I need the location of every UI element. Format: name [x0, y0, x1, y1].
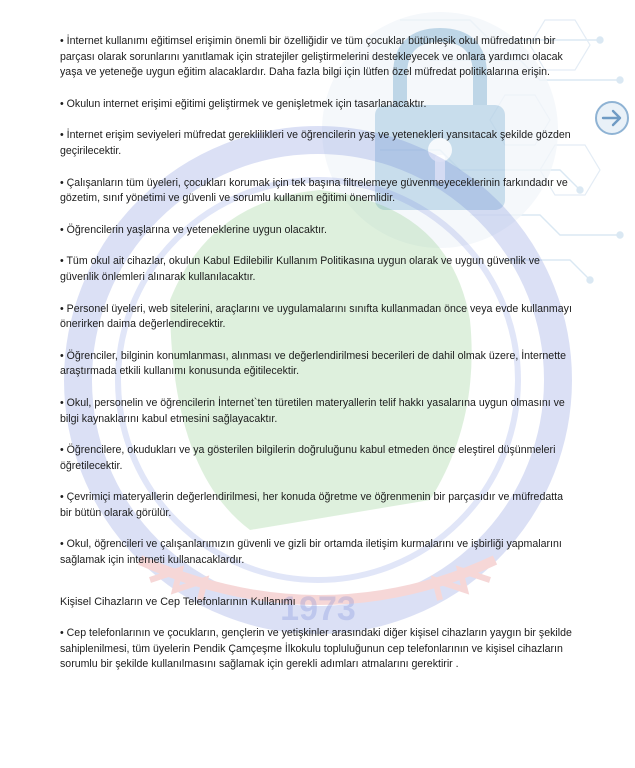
paragraph-11: • Çevrimiçi materyallerin değerlendirilmesi, her konuda öğretme ve öğrenmenin bir parçasıdır ve müfredatta bir bütün olarak görülür. [60, 491, 564, 519]
paragraph-10: • Öğrencilere, okudukları ve ya gösterilen bilgilerin doğruluğunu kabul etmeden önce eleştirel düşünmeleri öğretilecektir. [60, 444, 556, 472]
document-body [60, 34, 575, 689]
paragraph-7: • Personel üyeleri, web sitelerini, araçlarını ve uygulamalarını sınıfta kullanmadan önce veya evde kullanmayı önerirken daima değerlendirecektir. [60, 302, 572, 331]
paragraph-8: • Öğrenciler, bilginin konumlanması, alınması ve değerlendirilmesi becerileri de dahil olmak üzere, İnternette araştırmada etkili kullanımı konusunda eğitilecektir. [60, 349, 566, 378]
paragraph-9: • Okul, personelin ve öğrencilerin İnternet`ten türetilen materyallerin telif hakkı yasalarına uygun olmasını ve bilgi kaynaklarını kabul etmesini sağlayacaktır. [60, 396, 565, 425]
paragraph-3: • İnternet erişim seviyeleri müfredat gereklilikleri ve öğrencilerin yaş ve yetenekleri yansıtacak şekilde gözden geçirilecektir. [60, 129, 571, 157]
paragraph-2: • Okulun internet erişimi eğitimi geliştirmek ve genişletmek için tasarlanacaktır. [60, 97, 427, 110]
arrow-right-icon [596, 102, 628, 134]
seal-year: 1973 [280, 590, 356, 628]
paragraph-5: • Öğrencilerin yaşlarına ve yeteneklerine uygun olacaktır. [60, 223, 327, 236]
paragraph-12: • Okul, öğrencileri ve çalışanlarımızın güvenli ve gizli bir ortamda iletişim kurmalarını ve işbirliği yapmalarını sağlamak için interneti kullanacaklardır. [60, 538, 562, 567]
paragraph-1: • İnternet kullanımı eğitimsel erişimin önemli bir özelliğidir ve tüm çocuklar bütünleşik okul müfredatının bir parçası olarak sorunlarını yanıtlamak için stratejiler geliştirmelerini destekleyecek ve onlara yardımcı olacak yaşa ve yeteneğe uygun eğitim alacaklardır. Daha fazla bilgi için lütfen özel müfredat politikalarına erişin. [60, 35, 563, 79]
section-paragraph: • Cep telefonlarının ve çocukların, gençlerin ve yetişkinler arasındaki diğer kişisel cihazların yaygın bir şekilde sahiplenilmesi, tüm üyelerin Pendik Çamçeşme İlkokulu topluluğunun cep telefonlarının ve kişisel cihazların sorumlu bir şekilde kullanılmasını sağlamak için gerekli adımları atmalarını gerektirir . [60, 627, 572, 671]
paragraph-6: • Tüm okul ait cihazlar, okulun Kabul Edilebilir Kullanım Politikasına uygun olarak ve uygun güvenlik ve güvenlik önlemleri alınarak kullanılacaktır. [60, 255, 540, 283]
paragraph-4: • Çalışanların tüm üyeleri, çocukları korumak için tek başına filtrelemeye güvenmeyeceklerinin farkındadır ve gözetim, sınıf yönetimi ve güvenli ve sorumlu kullanım eğitimi önemlidir. [60, 176, 568, 205]
section-title: Kişisel Cihazların ve Cep Telefonlarının Kullanımı [60, 595, 296, 608]
